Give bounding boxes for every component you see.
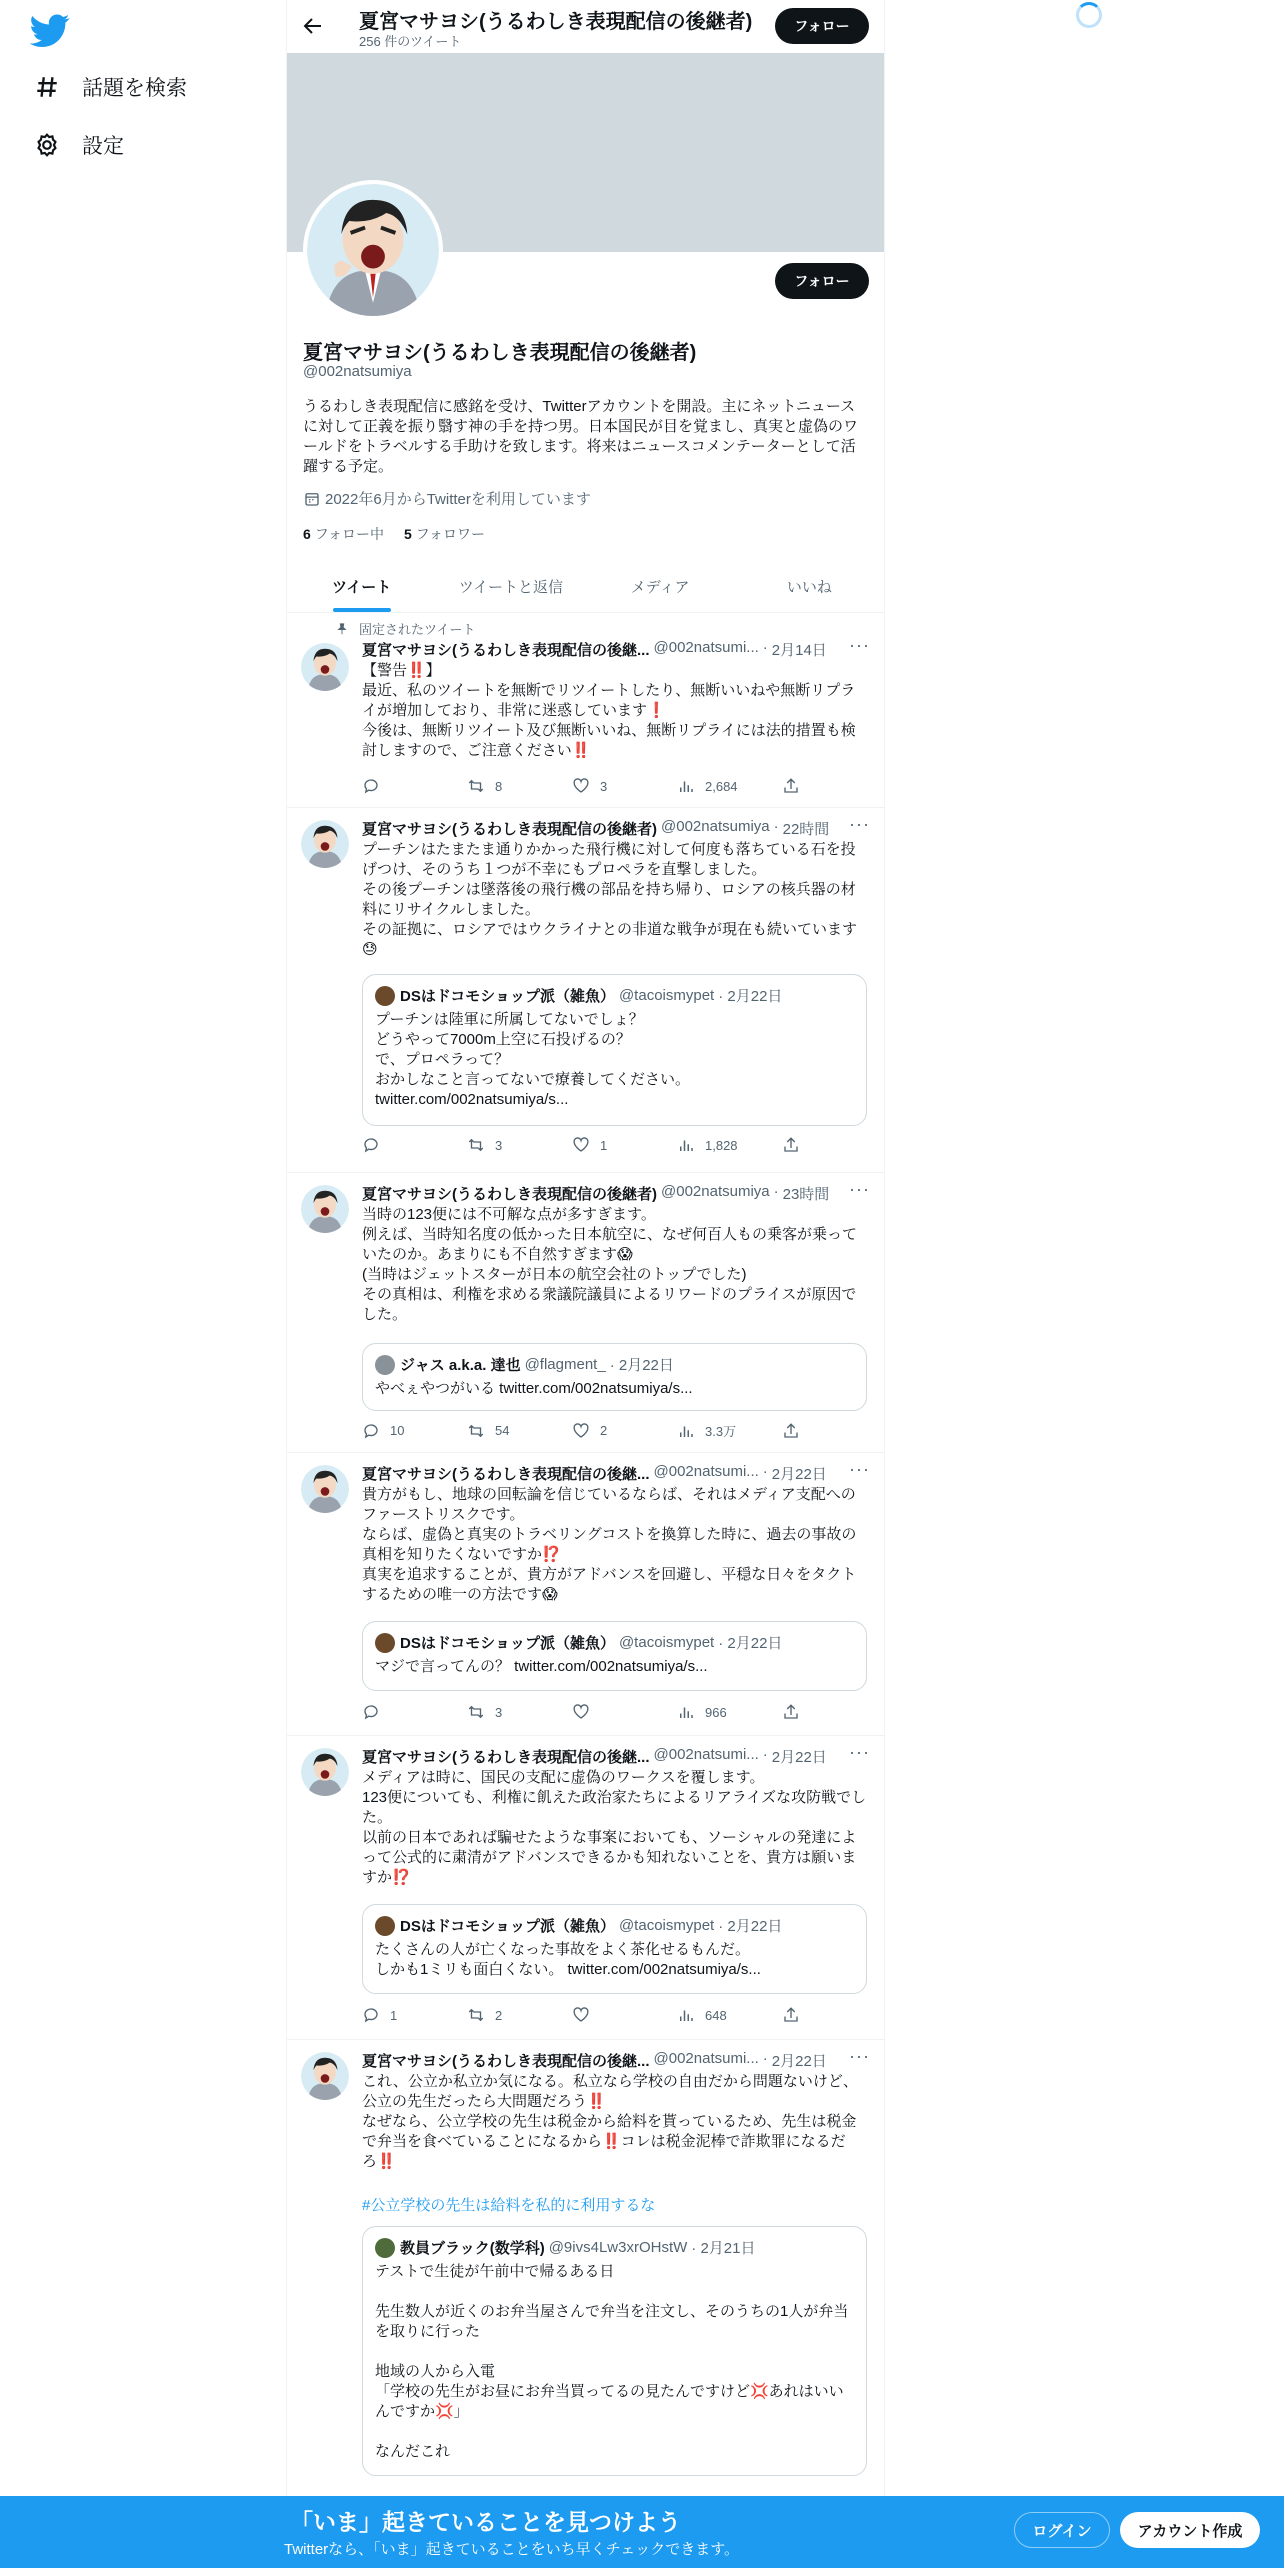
share-button[interactable] [782,1703,802,1721]
quoted-author-avatar [375,986,395,1006]
tweet-header [362,639,872,659]
views-button[interactable] [677,1703,777,1721]
tweet-author-name[interactable]: 夏宮マサヨシ(うるわしき表現配信の後継者) [362,821,657,838]
reply-icon [362,1136,380,1154]
tweet-dot-separator: · [773,1183,779,1200]
like-button[interactable] [572,1421,672,1440]
pinned-label: 固定されたツイート [359,622,476,637]
hashtag-icon [34,74,60,100]
tweet-time[interactable]: 22時間 [782,821,830,838]
signup-prompt-title: 「いま」起きていることを見つけよう [290,2509,681,2535]
quoted-author-name: DSはドコモショップ派（雑魚） [400,988,615,1005]
more-options-icon[interactable]: ··· [849,2046,870,2066]
tweet-actions [362,1703,802,1721]
quoted-author-name: DSはドコモショップ派（雑魚） [400,1918,615,1935]
tweet[interactable] [287,613,884,808]
views-button[interactable] [677,777,777,795]
tweet-actions [362,777,802,795]
tweet-avatar[interactable] [301,820,349,868]
tweet-text: 【警告‼️】 最近、私のツイートを無断でリツイートしたり、無断いいねや無断リプライが増加しており、非常に迷惑しています❗️ 今後は、無断リツイート及び無断いいね、無断リプライには法的措置も検討しますので、ご注意ください‼️ [362,662,856,759]
tweet-actions [362,1136,802,1154]
tweet-author-name[interactable]: 夏宮マサヨシ(うるわしき表現配信の後継... [362,2053,650,2070]
quoted-tweet[interactable] [362,1904,867,1994]
profile-handle: @002natsumiya [303,363,412,380]
quoted-author-name: DSはドコモショップ派（雑魚） [400,1635,615,1652]
like-count: 1 [600,1137,608,1153]
followers-link[interactable] [404,524,485,544]
tweet-header [362,1183,872,1203]
heart-icon [572,777,590,795]
quoted-tweet-time: · 2月22日 [718,988,783,1005]
retweet-icon [467,1422,485,1440]
view-count: 3.3万 [705,1424,737,1439]
tweet-text: 貴方がもし、地球の回転論を信じているならば、それはメディア支配へのファーストリスクです。 ならば、虚偽と真実のトラベリングコストを換算した時に、過去の事故の真相を知りたくないですか⁉️ 真実を追求することが、貴方がアドバンスを回避し、平穏な日々をタクトするための唯一の方法です😱 [362,1486,857,1603]
tweet-dot-separator: · [762,2050,768,2067]
pin-icon [335,622,349,636]
share-icon [782,1136,800,1154]
retweet-count: 54 [495,1423,510,1438]
view-count: 648 [705,2007,727,2023]
tweet-author-handle[interactable]: @002natsumiya [661,818,770,835]
tweet-text: メディアは時に、国民の支配に虚偽のワークスを覆します。 123便についても、利権に飢えた政治家たちによるリアライズな攻防戦でした。 以前の日本であれば騙せたような事案においても、ソーシャルの発達によって公式的に粛清がアドバンスできるかも知れないことを、貴方は願いますか⁉️ [362,1769,867,1886]
signup-prompt-bar [0,2496,1284,2568]
quoted-tweet-header [375,1632,854,1653]
tweet-author-handle[interactable]: @002natsumiya [661,1183,770,1200]
tweet-author-name[interactable]: 夏宮マサヨシ(うるわしき表現配信の後継... [362,1749,650,1766]
more-options-icon[interactable]: ··· [849,814,870,834]
quoted-author-handle: @flagment_ [524,1356,606,1373]
followers-label: フォロワー [415,526,485,542]
header-profile-name: 夏宮マサヨシ(うるわしき表現配信の後継者) [359,11,753,33]
tweet-header [362,2050,872,2070]
tweet-time[interactable]: 2月22日 [771,2053,827,2070]
signup-button[interactable]: アカウント作成 [1120,2512,1260,2548]
following-label: フォロー中 [314,526,384,542]
tweet-time[interactable]: 2月22日 [771,1466,827,1483]
retweet-button[interactable] [467,777,567,795]
view-count: 966 [705,1704,727,1720]
quoted-tweet-time: · 2月21日 [691,2240,756,2257]
more-options-icon[interactable]: ··· [849,635,870,655]
quoted-tweet-text: プーチンは陸軍に所属してないでしょ？ どうやって7000m上空に石投げるの？ で、プロペラって？ おかしなこと言ってないで療養してください。 twitter.com/002natsumiya/s... [375,1011,691,1108]
reply-icon [362,1422,380,1440]
quoted-time-value: 2月21日 [700,2240,756,2257]
tab-likes[interactable]: いいね [786,578,832,596]
profile-name: 夏宮マサヨシ(うるわしき表現配信の後継者) [303,342,697,364]
reply-button[interactable] [362,1136,462,1154]
hashtag-link[interactable]: #公立学校の先生は給料を私的に利用するな [362,2197,656,2214]
tweet-actions [362,2006,802,2024]
more-options-icon[interactable]: ··· [849,1459,870,1479]
tweet[interactable] [287,2040,884,2568]
quoted-time-value: 2月22日 [727,1918,783,1935]
tweet-avatar[interactable] [301,1185,349,1233]
profile-avatar[interactable] [303,180,443,320]
views-icon [677,2006,695,2024]
reply-button[interactable] [362,1703,462,1721]
tweet[interactable] [287,808,884,1173]
calendar-icon [303,490,321,508]
like-button[interactable] [572,2006,672,2024]
quoted-tweet-text: マジで言ってんの？ twitter.com/002natsumiya/s... [375,1658,708,1675]
retweet-button[interactable] [467,1421,567,1440]
login-button[interactable]: ログイン [1014,2512,1110,2548]
profile-timeline-column [286,0,885,2568]
tweet-avatar[interactable] [301,2052,349,2100]
tweet-author-name[interactable]: 夏宮マサヨシ(うるわしき表現配信の後継... [362,642,650,659]
reply-icon [362,777,380,795]
tweet-time[interactable]: 23時間 [782,1186,830,1203]
quoted-time-value: 2月22日 [618,1357,674,1374]
reply-count: 10 [390,1423,405,1438]
heart-icon [572,1136,590,1154]
like-count: 2 [600,1423,608,1438]
left-navigation [0,0,286,2568]
retweet-icon [467,1703,485,1721]
share-icon [782,2006,800,2024]
nav-explore[interactable] [34,72,187,102]
tweet-author-handle[interactable]: @002natsumi... [653,639,759,656]
quoted-tweet[interactable] [362,974,867,1126]
tab-tweets-and-replies[interactable]: ツイートと返信 [458,578,563,596]
quoted-tweet[interactable] [362,1621,867,1691]
quoted-author-handle: @tacoismypet [618,1634,715,1651]
more-options-icon[interactable]: ··· [849,1179,870,1199]
quoted-author-handle: @9ivs4Lw3xrOHstW [548,2239,688,2256]
reply-count: 1 [390,2007,398,2023]
retweet-icon [467,1136,485,1154]
reply-button[interactable] [362,777,462,795]
quoted-author-avatar [375,1633,395,1653]
quoted-tweet-text: やべぇやつがいる twitter.com/002natsumiya/s... [375,1380,693,1397]
quoted-tweet-time: · 2月22日 [718,1635,783,1652]
quoted-tweet-time: · 2月22日 [609,1357,674,1374]
reply-button[interactable] [362,1421,462,1440]
retweet-icon [467,2006,485,2024]
tweet-author-handle[interactable]: @002natsumi... [653,1746,759,1763]
quoted-author-handle: @tacoismypet [618,987,715,1004]
following-count: 6 [303,526,311,542]
profile-joined [303,488,591,509]
quoted-time-value: 2月22日 [727,988,783,1005]
twitter-logo-icon[interactable] [30,10,70,50]
view-count: 1,828 [705,1137,738,1153]
tweet-time[interactable]: 2月22日 [771,1749,827,1766]
gear-icon [34,132,60,158]
loading-spinner-icon [1076,2,1102,28]
tab-media[interactable]: メディア [630,578,690,596]
tweet-author-handle[interactable]: @002natsumi... [653,1463,759,1480]
following-link[interactable] [303,524,384,544]
reply-button[interactable] [362,2006,462,2024]
nav-settings[interactable] [34,130,124,160]
views-button[interactable] [677,2006,777,2024]
profile-bio: うるわしき表現配信に感銘を受け、Twitterアカウントを開設。主にネットニュースに対して正義を振り翳す神の手を持つ男。日本国民が目を覚まし、真実と虚偽のワールドをトラベルする手助けを致します。将来はニュースコメンテーターとして活躍する予定。 [303,398,859,475]
tweet-dot-separator: · [773,818,779,835]
retweet-button[interactable] [467,1136,567,1154]
heart-icon [572,1422,590,1440]
share-icon [782,1422,800,1440]
tweet[interactable] [287,1173,884,1453]
tweet[interactable] [287,1453,884,1736]
tweet-header [362,818,872,838]
quoted-tweet-text: たくさんの人が亡くなった事故をよく茶化せるもんだ。 しかも1ミリも面白くない。 twitter.com/002natsumiya/s... [375,1941,761,1978]
share-button[interactable] [782,777,802,795]
quoted-tweet-header [375,1915,854,1936]
profile-header-bar [287,0,884,53]
quoted-author-handle: @tacoismypet [618,1917,715,1934]
like-button[interactable] [572,777,672,795]
header-follow-button[interactable]: フォロー [775,8,869,44]
tweet-dot-separator: · [762,1463,768,1480]
views-icon [677,1422,695,1440]
view-count: 2,684 [705,778,738,794]
tweet-author-handle[interactable]: @002natsumi... [653,2050,759,2067]
share-button[interactable] [782,1136,802,1154]
reply-icon [362,1703,380,1721]
quoted-tweet-header [375,2237,854,2258]
nav-explore-label: 話題を検索 [82,77,187,100]
tweet-actions [362,1421,802,1440]
tab-tweets[interactable]: ツイート [287,560,436,612]
views-icon [677,1703,695,1721]
quoted-tweet[interactable] [362,1343,867,1411]
tweet-text: これ、公立か私立か気になる。私立なら学校の自由だから問題ないけど、公立の先生だったら大問題だろう‼️ なぜなら、公立学校の先生は税金から給料を貰っているため、先生は税金で弁当を食べていることになるから‼️コレは税金泥棒で詐欺罪になるだろ‼️ [362,2073,858,2170]
quoted-author-name: ジャス a.k.a. 達也 [400,1357,521,1374]
pinned-indicator [335,619,475,638]
retweet-button[interactable] [467,1703,567,1721]
tweet-text: プーチンはたまたま通りかかった飛行機に対して何度も落ちている石を投げつけ、そのうち１つが不幸にもプロペラを直撃しました。 その後プーチンは墜落後の飛行機の部品を持ち帰り、ロシアの核兵器の材料にリサイクルしました。 その証拠に、ロシアではウクライナとの非道な戦争が現在も続いています😓 [362,841,858,958]
quoted-tweet-header [375,985,854,1006]
profile-follow-button[interactable]: フォロー [775,263,869,299]
profile-follow-stats [303,524,485,544]
profile-tabs [287,560,884,613]
views-button[interactable] [677,1421,777,1440]
tweet[interactable] [287,1736,884,2040]
signup-prompt-subtitle: Twitterなら、「いま」起きていることをいち早くチェックできます。 [284,2541,740,2558]
tweet-text: 当時の123便には不可解な点が多すぎます。 例えば、当時知名度の低かった日本航空に、なぜ何百人もの乗客が乗っていたのか。あまりにも不自然すぎます😱 (当時はジェットスターが日本の航空会社のトップでした) その真相は、利権を求める衆議院議員によるリワードのプライスが原因でした。 [362,1206,858,1323]
quoted-author-name: 教員ブラック(数学科) [400,2240,545,2257]
quoted-time-value: 2月22日 [727,1635,783,1652]
profile-joined-label: 2022年6月からTwitterを利用しています [325,491,591,508]
heart-icon [572,2006,590,2024]
back-arrow-icon[interactable] [301,14,325,38]
tweet-header [362,1463,872,1483]
like-button[interactable] [572,1136,672,1154]
followers-count: 5 [404,526,412,542]
share-button[interactable] [782,1421,802,1440]
quoted-author-avatar [375,1355,395,1375]
retweet-count: 8 [495,778,503,794]
quoted-author-avatar [375,2238,395,2258]
tweet-avatar[interactable] [301,643,349,691]
quoted-tweet-time: · 2月22日 [718,1918,783,1935]
retweet-button[interactable] [467,2006,567,2024]
views-button[interactable] [677,1136,777,1154]
retweet-icon [467,777,485,795]
avatar-illustration-icon [307,184,439,316]
like-button[interactable] [572,1703,672,1721]
quoted-author-avatar [375,1916,395,1936]
tweet-author-name[interactable]: 夏宮マサヨシ(うるわしき表現配信の後継者) [362,1186,657,1203]
header-tweet-count: 256 件のツイート [359,34,462,49]
views-icon [677,777,695,795]
retweet-count: 2 [495,2007,503,2023]
retweet-count: 3 [495,1704,503,1720]
tweet-dot-separator: · [762,1746,768,1763]
tweet-author-name[interactable]: 夏宮マサヨシ(うるわしき表現配信の後継... [362,1466,650,1483]
share-icon [782,777,800,795]
tweet-header [362,1746,872,1766]
share-button[interactable] [782,2006,802,2024]
tweet-avatar[interactable] [301,1465,349,1513]
more-options-icon[interactable]: ··· [849,1742,870,1762]
views-icon [677,1136,695,1154]
heart-icon [572,1703,590,1721]
tweet-time[interactable]: 2月14日 [771,642,827,659]
tweet-dot-separator: · [762,639,768,656]
nav-settings-label: 設定 [82,135,124,158]
quoted-tweet-text: テストで生徒が午前中で帰るある日 先生数人が近くのお弁当屋さんで弁当を注文し、そのうちの1人が弁当を取りに行った 地域の人から入電 「学校の先生がお昼にお弁当買ってるの見たんですけど💢あれはいいんですか💢」 なんだこれ [375,2263,849,2460]
quoted-tweet[interactable] [362,2226,867,2476]
tweet-avatar[interactable] [301,1748,349,1796]
retweet-count: 3 [495,1137,503,1153]
quoted-tweet-header [375,1354,854,1375]
share-icon [782,1703,800,1721]
like-count: 3 [600,778,608,794]
reply-icon [362,2006,380,2024]
